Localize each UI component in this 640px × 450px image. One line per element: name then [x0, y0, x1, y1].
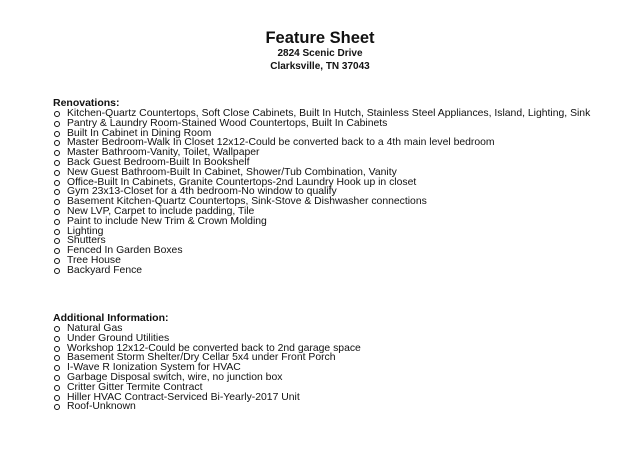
- address-city-state-zip: Clarksville, TN 37043: [270, 60, 370, 72]
- bullet-circle-icon: [54, 385, 60, 391]
- bullet-circle-icon: [54, 229, 60, 235]
- list-item: Gym 23x13-Closet for a 4th bedroom-No window to qualify: [53, 187, 623, 197]
- bullet-circle-icon: [54, 238, 60, 244]
- list-item: Basement Kitchen-Quartz Countertops, Sink-Stove & Dishwasher connections: [53, 197, 623, 207]
- bullet-circle-icon: [54, 170, 60, 176]
- bullet-circle-icon: [54, 395, 60, 401]
- list-item: Under Ground Utilities: [53, 334, 623, 344]
- additional-info-list: [53, 324, 623, 412]
- list-item: Hiller HVAC Contract-Serviced Bi-Yearly-2017 Unit: [53, 393, 623, 403]
- bullet-circle-icon: [54, 258, 60, 264]
- list-item: I-Wave R Ionization System for HVAC: [53, 363, 623, 373]
- bullet-circle-icon: [54, 375, 60, 381]
- list-item: Back Guest Bedroom-Built In Bookshelf: [53, 158, 623, 168]
- list-item: Garbage Disposal switch, wire, no junction box: [53, 373, 623, 383]
- bullet-circle-icon: [54, 404, 60, 410]
- list-item: Office-Built In Cabinets, Granite Countertops-2nd Laundry Hook up in closet: [53, 178, 623, 188]
- address-street: 2824 Scenic Drive: [277, 48, 363, 59]
- bullet-circle-icon: [54, 365, 60, 371]
- list-item: Tree House: [53, 256, 623, 266]
- bullet-circle-icon: [54, 248, 60, 254]
- bullet-circle-icon: [54, 209, 60, 215]
- list-item: Shutters: [53, 236, 623, 246]
- bullet-circle-icon: [54, 140, 60, 146]
- bullet-circle-icon: [54, 268, 60, 274]
- list-item: Roof-Unknown: [53, 402, 623, 412]
- bullet-circle-icon: [54, 160, 60, 166]
- list-item: Critter Gitter Termite Contract: [53, 383, 623, 393]
- list-item: Master Bedroom-Walk In Closet 12x12-Could be converted back to a 4th main level bedroom: [53, 138, 623, 148]
- list-item: Fenced In Garden Boxes: [53, 246, 623, 256]
- bullet-circle-icon: [54, 121, 60, 127]
- bullet-circle-icon: [54, 346, 60, 352]
- list-item: Master Bathroom-Vanity, Toilet, Wallpaper: [53, 148, 623, 158]
- bullet-circle-icon: [54, 111, 60, 117]
- bullet-circle-icon: [54, 131, 60, 137]
- list-item: New Guest Bathroom-Built In Cabinet, Shower/Tub Combination, Vanity: [53, 168, 623, 178]
- additional-info-section: [53, 313, 623, 412]
- document-header: [0, 29, 640, 73]
- list-item: New LVP, Carpet to include padding, Tile: [53, 207, 623, 217]
- bullet-circle-icon: [54, 189, 60, 195]
- renovations-list: [53, 109, 623, 276]
- list-item: Paint to include New Trim & Crown Molding: [53, 217, 623, 227]
- renovations-heading: Renovations:: [53, 97, 120, 109]
- list-item: Backyard Fence: [53, 266, 623, 276]
- list-item: Built In Cabinet in Dining Room: [53, 129, 623, 139]
- bullet-circle-icon: [54, 180, 60, 186]
- list-item: Kitchen-Quartz Countertops, Soft Close Cabinets, Built In Hutch, Stainless Steel Appliances, Island, Lighting, Sink: [53, 109, 623, 119]
- bullet-circle-icon: [54, 219, 60, 225]
- list-item: Lighting: [53, 227, 623, 237]
- bullet-circle-icon: [54, 336, 60, 342]
- renovations-section: [53, 98, 623, 276]
- list-item: Natural Gas: [53, 324, 623, 334]
- document-title: Feature Sheet: [265, 29, 375, 47]
- additional-info-heading: Additional Information:: [53, 312, 169, 324]
- bullet-circle-icon: [54, 355, 60, 361]
- list-item: Workshop 12x12-Could be converted back to 2nd garage space: [53, 344, 623, 354]
- bullet-circle-icon: [54, 150, 60, 156]
- list-item: Pantry & Laundry Room-Stained Wood Countertops, Built In Cabinets: [53, 119, 623, 129]
- list-item: Basement Storm Shelter/Dry Cellar 5x4 under Front Porch: [53, 353, 623, 363]
- bullet-circle-icon: [54, 326, 60, 332]
- bullet-circle-icon: [54, 199, 60, 205]
